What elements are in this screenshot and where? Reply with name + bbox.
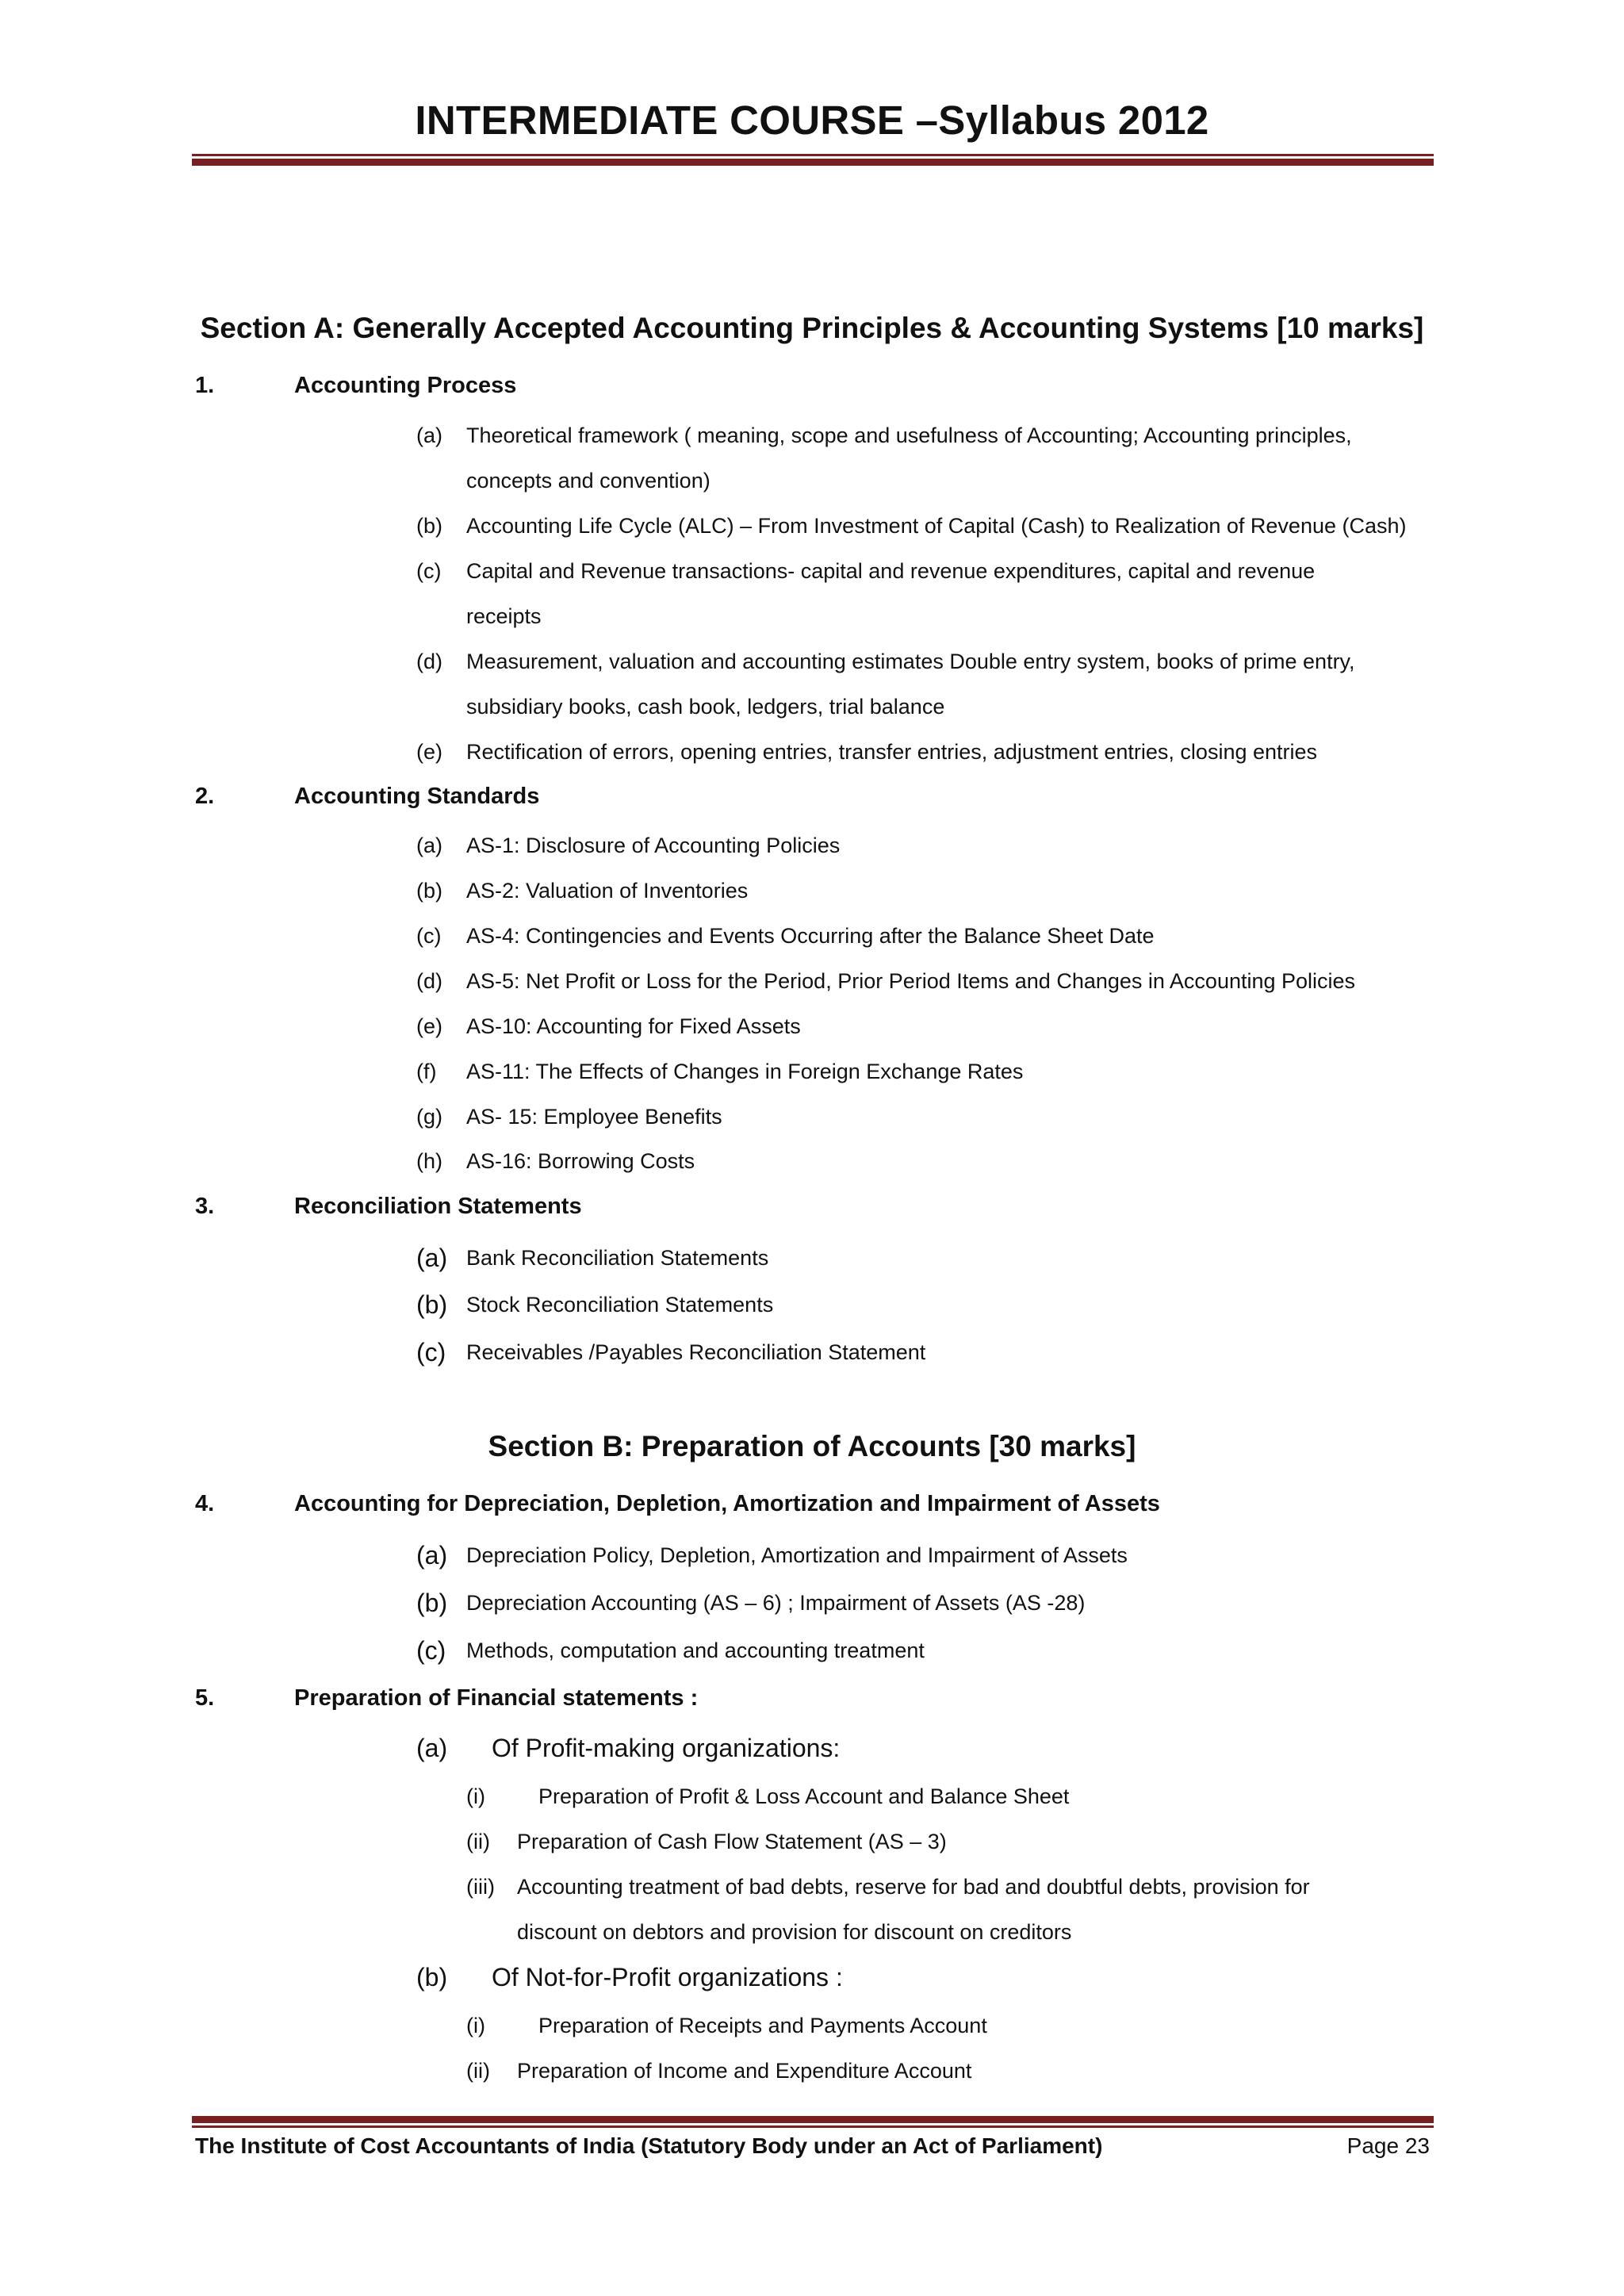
list-item bbox=[466, 2049, 1426, 2094]
item-label: (g) bbox=[416, 1105, 442, 1129]
footer-rule bbox=[192, 2116, 1434, 2128]
item-text: Capital and Revenue transactions- capital and revenue expenditures, capital and revenue receipts bbox=[466, 559, 1316, 628]
item-label: (d) bbox=[416, 969, 442, 993]
list-item bbox=[416, 1282, 1439, 1328]
item-label: (i) bbox=[466, 2014, 485, 2037]
footer-institute: The Institute of Cost Accountants of India (Statutory Body under an Act of Parliament) bbox=[195, 2133, 1103, 2158]
item-text: Depreciation Accounting (AS – 6) ; Impairment of Assets (AS -28) bbox=[466, 1591, 1086, 1615]
item-text: Measurement, valuation and accounting estimates Double entry system, books of prime entry, subsidiary books, cash book, ledgers, trial balance bbox=[466, 650, 1355, 719]
item-text: AS-11: The Effects of Changes in Foreign Exchange Rates bbox=[466, 1060, 1024, 1083]
item-text: Accounting treatment of bad debts, reserve for bad and doubtful debts, provision for discount on debtors and provision for discount on creditors bbox=[517, 1875, 1310, 1944]
list-item bbox=[416, 639, 1439, 730]
topic-number: 1. bbox=[195, 373, 215, 398]
list-item bbox=[416, 1628, 1439, 1673]
item-text: AS-5: Net Profit or Loss for the Period, Prior Period Items and Changes in Accounting Policies bbox=[466, 969, 1356, 993]
item-label: (e) bbox=[416, 1014, 442, 1038]
item-text: Accounting Life Cycle (ALC) – From Investment of Capital (Cash) to Realization of Revenue (Cash) bbox=[466, 514, 1407, 538]
item-text: AS-1: Disclosure of Accounting Policies bbox=[466, 834, 841, 857]
item-label: (c) bbox=[416, 559, 442, 583]
topic-title: Preparation of Financial statements : bbox=[294, 1685, 699, 1711]
item-text: Receivables /Payables Reconciliation Statement bbox=[466, 1340, 926, 1364]
item-label: (b) bbox=[416, 1290, 448, 1319]
item-label: (c) bbox=[416, 1636, 446, 1665]
topic-number: 4. bbox=[195, 1491, 215, 1516]
topic-title: Accounting for Depreciation, Depletion, Amortization and Impairment of Assets bbox=[294, 1491, 1160, 1516]
item-label: (i) bbox=[466, 1784, 485, 1808]
item-text: Preparation of Cash Flow Statement (AS – 3) bbox=[517, 1830, 947, 1853]
list-item bbox=[416, 1581, 1439, 1626]
list-item bbox=[416, 1094, 1439, 1140]
item-text: Depreciation Policy, Depletion, Amortization and Impairment of Assets bbox=[466, 1543, 1128, 1567]
item-text: AS- 15: Employee Benefits bbox=[466, 1105, 722, 1129]
page-title: INTERMEDIATE COURSE –Syllabus 2012 bbox=[415, 98, 1209, 143]
topic-number: 2. bbox=[195, 784, 215, 809]
list-item bbox=[466, 1774, 1426, 1819]
list-item bbox=[466, 2003, 1426, 2049]
item-text: AS-4: Contingencies and Events Occurring after the Balance Sheet Date bbox=[466, 924, 1155, 948]
list-item bbox=[416, 504, 1439, 549]
item-label: (ii) bbox=[466, 2059, 490, 2083]
item-label: (iii) bbox=[466, 1875, 495, 1899]
item-label: (a) bbox=[416, 834, 442, 857]
item-text: AS-10: Accounting for Fixed Assets bbox=[466, 1014, 801, 1038]
group-label: (b) bbox=[416, 1963, 448, 1991]
item-label: (e) bbox=[416, 740, 442, 764]
list-item bbox=[416, 1330, 1439, 1375]
item-label: (a) bbox=[416, 1541, 448, 1570]
list-item bbox=[466, 1865, 1426, 1955]
item-text: Methods, computation and accounting treatment bbox=[466, 1639, 925, 1662]
section-b-heading: Section B: Preparation of Accounts [30 marks] bbox=[488, 1430, 1136, 1462]
item-label: (h) bbox=[416, 1149, 442, 1173]
item-text: Preparation of Income and Expenditure Account bbox=[517, 2059, 972, 2083]
item-text: AS-2: Valuation of Inventories bbox=[466, 879, 749, 903]
page-number: Page 23 bbox=[1346, 2133, 1430, 2158]
list-item bbox=[416, 1139, 1439, 1184]
item-label: (c) bbox=[416, 1338, 446, 1366]
topic-title: Reconciliation Statements bbox=[294, 1194, 582, 1219]
section-a-heading: Section A: Generally Accepted Accounting Principles & Accounting Systems [10 marks] bbox=[200, 312, 1424, 344]
item-label: (b) bbox=[416, 1589, 448, 1617]
list-item bbox=[416, 914, 1439, 959]
list-item bbox=[416, 1236, 1439, 1281]
item-label: (d) bbox=[416, 650, 442, 673]
item-label: (a) bbox=[416, 1244, 448, 1272]
group-title: Of Profit-making organizations: bbox=[492, 1734, 841, 1762]
item-text: Preparation of Profit & Loss Account and Balance Sheet bbox=[538, 1784, 1070, 1808]
list-item bbox=[416, 959, 1439, 1004]
list-item bbox=[416, 1049, 1439, 1094]
item-text: Theoretical framework ( meaning, scope and usefulness of Accounting; Accounting principles, concepts and convention) bbox=[466, 424, 1352, 493]
item-text: Preparation of Receipts and Payments Account bbox=[538, 2014, 987, 2037]
list-item bbox=[416, 413, 1439, 504]
list-item bbox=[416, 1004, 1439, 1049]
group-title: Of Not-for-Profit organizations : bbox=[492, 1963, 843, 1991]
topic-title: Accounting Process bbox=[294, 373, 517, 398]
item-label: (ii) bbox=[466, 1830, 490, 1853]
header-rule bbox=[192, 154, 1434, 166]
list-item bbox=[416, 549, 1439, 639]
topic-number: 5. bbox=[195, 1685, 215, 1711]
list-item bbox=[416, 868, 1439, 914]
list-item bbox=[466, 1819, 1426, 1865]
list-item bbox=[416, 730, 1439, 775]
item-text: Bank Reconciliation Statements bbox=[466, 1246, 769, 1270]
topic-title: Accounting Standards bbox=[294, 784, 540, 809]
item-text: Rectification of errors, opening entries, transfer entries, adjustment entries, closing entries bbox=[466, 740, 1318, 764]
list-item bbox=[416, 823, 1439, 868]
item-label: (a) bbox=[416, 424, 442, 447]
item-text: Stock Reconciliation Statements bbox=[466, 1293, 774, 1317]
topic-number: 3. bbox=[195, 1194, 215, 1219]
item-label: (c) bbox=[416, 924, 442, 948]
item-label: (b) bbox=[416, 514, 442, 538]
list-item bbox=[416, 1533, 1439, 1578]
item-label: (b) bbox=[416, 879, 442, 903]
item-label: (f) bbox=[416, 1060, 437, 1083]
item-text: AS-16: Borrowing Costs bbox=[466, 1149, 695, 1173]
group-label: (a) bbox=[416, 1734, 448, 1762]
